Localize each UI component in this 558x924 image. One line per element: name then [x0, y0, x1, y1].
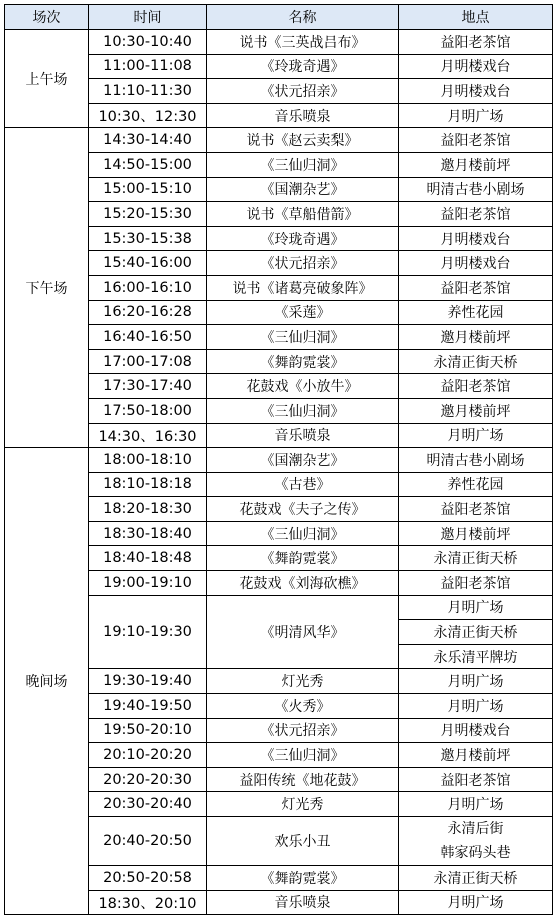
program-name-cell: 《状元招亲》 [207, 718, 399, 743]
time-cell: 20:30-20:40 [89, 792, 207, 817]
venue-cell: 邀月楼前坪 [399, 398, 553, 423]
venue-cell: 邀月楼前坪 [399, 743, 553, 768]
time-cell: 19:40-19:50 [89, 694, 207, 719]
time-cell: 10:30、12:30 [89, 103, 207, 128]
time-cell: 11:10-11:30 [89, 79, 207, 104]
venue-cell: 永乐清平牌坊 [399, 644, 553, 669]
venue-cell: 明清古巷小剧场 [399, 177, 553, 202]
venue-cell: 邀月楼前坪 [399, 325, 553, 350]
venue-line: 永清后街 [447, 821, 504, 837]
table-row [5, 128, 553, 153]
venue-cell: 益阳老茶馆 [399, 128, 553, 153]
header-session: 场次 [5, 5, 89, 30]
program-name-cell: 《三仙归洞》 [207, 521, 399, 546]
program-name-cell: 说书《诸葛亮破象阵》 [207, 275, 399, 300]
program-name-cell: 《国潮杂艺》 [207, 448, 399, 473]
venue-cell: 永清正街天桥 [399, 866, 553, 891]
time-cell: 19:10-19:30 [89, 595, 207, 669]
time-cell: 11:00-11:08 [89, 54, 207, 79]
time-cell: 17:00-17:08 [89, 349, 207, 374]
program-name-cell: 《舞韵霓裳》 [207, 546, 399, 571]
venue-cell: 永清正街天桥 [399, 349, 553, 374]
venue-cell: 明清古巷小剧场 [399, 448, 553, 473]
venue-cell: 益阳老茶馆 [399, 202, 553, 227]
header-time: 时间 [89, 5, 207, 30]
time-cell: 18:30、20:10 [89, 890, 207, 915]
program-name-cell: 说书《三英战吕布》 [207, 30, 399, 55]
program-name-cell: 《三仙归洞》 [207, 398, 399, 423]
time-cell: 15:00-15:10 [89, 177, 207, 202]
program-name-cell: 花鼓戏《刘海砍樵》 [207, 571, 399, 596]
time-cell: 18:40-18:48 [89, 546, 207, 571]
venue-cell: 养性花园 [399, 300, 553, 325]
program-name-cell: 灯光秀 [207, 669, 399, 694]
program-name-cell: 《古巷》 [207, 472, 399, 497]
venue-cell: 月明广场 [399, 423, 553, 448]
venue-cell: 邀月楼前坪 [399, 152, 553, 177]
time-cell: 17:50-18:00 [89, 398, 207, 423]
time-cell: 14:30-14:40 [89, 128, 207, 153]
program-name-cell: 灯光秀 [207, 792, 399, 817]
venue-cell: 月明楼戏台 [399, 718, 553, 743]
time-cell: 18:20-18:30 [89, 497, 207, 522]
venue-cell: 益阳老茶馆 [399, 497, 553, 522]
program-name-cell: 《状元招亲》 [207, 251, 399, 276]
time-cell: 15:20-15:30 [89, 202, 207, 227]
program-name-cell: 音乐喷泉 [207, 890, 399, 915]
table-row [5, 448, 553, 473]
venue-cell: 月明广场 [399, 890, 553, 915]
time-cell: 19:30-19:40 [89, 669, 207, 694]
program-name-cell: 《三仙归洞》 [207, 743, 399, 768]
program-name-cell: 音乐喷泉 [207, 423, 399, 448]
time-cell: 20:40-20:50 [89, 817, 207, 866]
time-cell: 15:30-15:38 [89, 226, 207, 251]
venue-cell [399, 817, 553, 866]
program-name-cell: 说书《草船借箭》 [207, 202, 399, 227]
schedule-table [4, 4, 553, 915]
time-cell: 20:10-20:20 [89, 743, 207, 768]
venue-cell: 永清正街天桥 [399, 546, 553, 571]
venue-cell: 月明楼戏台 [399, 251, 553, 276]
venue-cell: 益阳老茶馆 [399, 374, 553, 399]
schedule-body [5, 30, 553, 915]
program-name-cell: 音乐喷泉 [207, 103, 399, 128]
header-row [5, 5, 553, 30]
program-name-cell: 益阳传统《地花鼓》 [207, 767, 399, 792]
program-name-cell: 《采莲》 [207, 300, 399, 325]
time-cell: 17:30-17:40 [89, 374, 207, 399]
program-name-cell: 说书《赵云卖梨》 [207, 128, 399, 153]
program-name-cell: 欢乐小丑 [207, 817, 399, 866]
header-place: 地点 [399, 5, 553, 30]
program-name-cell: 《玲珑奇遇》 [207, 226, 399, 251]
time-cell: 16:40-16:50 [89, 325, 207, 350]
time-cell: 18:00-18:10 [89, 448, 207, 473]
time-cell: 10:30-10:40 [89, 30, 207, 55]
time-cell: 16:00-16:10 [89, 275, 207, 300]
program-name-cell: 《三仙归洞》 [207, 325, 399, 350]
program-name-cell: 《三仙归洞》 [207, 152, 399, 177]
venue-cell: 益阳老茶馆 [399, 571, 553, 596]
venue-cell: 养性花园 [399, 472, 553, 497]
time-cell: 19:50-20:10 [89, 718, 207, 743]
venue-cell: 月明广场 [399, 669, 553, 694]
venue-cell: 益阳老茶馆 [399, 275, 553, 300]
program-name-cell: 《火秀》 [207, 694, 399, 719]
program-name-cell: 花鼓戏《夫子之传》 [207, 497, 399, 522]
venue-cell: 月明楼戏台 [399, 54, 553, 79]
time-cell: 16:20-16:28 [89, 300, 207, 325]
program-name-cell: 《舞韵霓裳》 [207, 866, 399, 891]
venue-cell: 月明广场 [399, 595, 553, 620]
session-name: 下午场 [5, 128, 89, 448]
time-cell: 14:50-15:00 [89, 152, 207, 177]
venue-cell: 月明广场 [399, 694, 553, 719]
program-name-cell: 《玲珑奇遇》 [207, 54, 399, 79]
time-cell: 14:30、16:30 [89, 423, 207, 448]
program-name-cell: 《舞韵霓裳》 [207, 349, 399, 374]
time-cell: 20:50-20:58 [89, 866, 207, 891]
venue-cell: 永清正街天桥 [399, 620, 553, 645]
venue-cell: 邀月楼前坪 [399, 521, 553, 546]
session-name: 上午场 [5, 30, 89, 128]
table-row [5, 30, 553, 55]
time-cell: 15:40-16:00 [89, 251, 207, 276]
venue-cell: 月明广场 [399, 103, 553, 128]
venue-cell: 益阳老茶馆 [399, 767, 553, 792]
venue-cell: 益阳老茶馆 [399, 30, 553, 55]
header-name: 名称 [207, 5, 399, 30]
program-name-cell: 《状元招亲》 [207, 79, 399, 104]
program-name-cell: 《国潮杂艺》 [207, 177, 399, 202]
time-cell: 18:30-18:40 [89, 521, 207, 546]
venue-cell: 月明楼戏台 [399, 226, 553, 251]
venue-line: 韩家码头巷 [440, 845, 511, 861]
program-name-cell: 《明清风华》 [207, 595, 399, 669]
venue-cell: 月明楼戏台 [399, 79, 553, 104]
program-name-cell: 花鼓戏《小放牛》 [207, 374, 399, 399]
time-cell: 19:00-19:10 [89, 571, 207, 596]
time-cell: 20:20-20:30 [89, 767, 207, 792]
session-name: 晚间场 [5, 448, 89, 915]
venue-cell: 月明广场 [399, 792, 553, 817]
time-cell: 18:10-18:18 [89, 472, 207, 497]
